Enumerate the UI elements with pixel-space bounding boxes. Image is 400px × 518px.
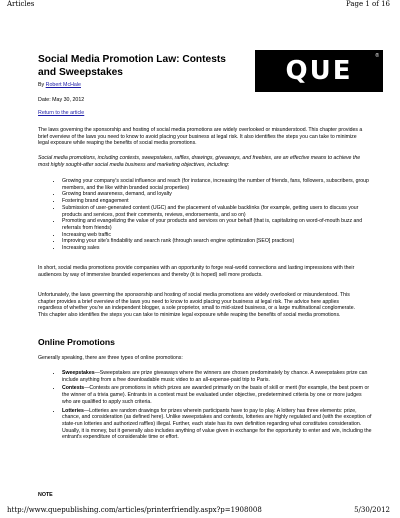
footer-url: http://www.quepublishing.com/articles/printerfriendly.aspx?p=1908008 — [7, 506, 262, 514]
print-header-left: Articles — [7, 0, 35, 8]
byline — [38, 82, 81, 89]
byline-prefix: By — [38, 82, 46, 88]
summary-paragraph: In short, social media promotions provide companies with an opportunity to forge real-world connections and lasting impressions with their audiences by way of immersive branded experiences and thereby (it is hoped) sell more products. — [38, 265, 355, 278]
list-item — [62, 385, 372, 405]
logo-text: QUE — [285, 56, 353, 86]
author-link[interactable]: Robert McHale — [45, 82, 81, 88]
list-item: • Growing your company's social influence and reach (for instance, increasing the number of friends, fans, followers, subscribers, group members, and the like within branded social properties) — [62, 178, 372, 191]
list-item: • Submission of user-generated content (UGC) and the placement of valuable backlinks (for example, getting users to discuss your products and services, post their comments, reviews, endorsements, and so on) — [62, 205, 372, 218]
intro-paragraph: The laws governing the sponsorship and hosting of social media promotions are widely overlooked or misunderstood. This chapter provides a brief overview of the laws you need to know to avoid placing your business at legal risk. It also identifies the steps you can take to minimize legal exposure while reaping the benefits of social media promotions. — [38, 127, 363, 147]
term-sweepstakes: Sweepstakes — [62, 370, 95, 376]
list-item: • Growing brand awareness, demand, and loyalty — [62, 191, 372, 198]
page-number: Page 1 of 16 — [345, 0, 390, 8]
section-heading: Online Promotions — [38, 337, 115, 347]
article-title: Social Media Promotion Law: Contests and Sweepstakes — [38, 54, 226, 78]
definition-lotteries: —Lotteries are random drawings for prizes wherein participants have to pay to play. A lottery has three elements: prize, chance, and consideration (as defined here). Unlike sweepstakes and contests, lotteries are highly regulated and (with the exception of state-run lotteries and authorized raffles) illegal. Further, each state has its own definition regarding what constitutes consideration. Usually, it is money, but it generally also includes anything of value given in exchange for the opportunity to enter and win, including the entrant's expenditure of considerable time or effort. — [62, 407, 372, 441]
article-date: Date: May 30, 2012 — [38, 97, 85, 103]
list-item: • Increasing sales — [62, 245, 372, 252]
return-to-article-link[interactable]: Return to the article — [38, 110, 85, 116]
note-label: NOTE — [38, 492, 53, 498]
return-link-wrap — [38, 110, 84, 117]
definition-sweepstakes: —Sweepstakes are prize giveaways where the winners are chosen predominately by chance. A sweepstakes prize can include anything from a free downloadable music video to an all-expense-paid trip to Paris. — [62, 370, 368, 383]
footer-date: 5/30/2012 — [354, 506, 390, 514]
print-header — [0, 0, 400, 10]
promotion-types-list — [50, 370, 372, 443]
list-item — [62, 370, 372, 383]
italic-lead-paragraph: Social media promotions, including contests, sweepstakes, raffles, drawings, giveaways, and freebies, are an effective means to achieve the most highly sought-after social media business and marketing objectives, including: — [38, 155, 361, 168]
objectives-list — [50, 178, 372, 252]
term-lotteries: Lotteries — [62, 407, 84, 414]
list-item: • Promoting and evangelizing the value of your products and services on your behalf (that is, capitalizing on word-of-mouth buzz and referrals from friends) — [62, 218, 372, 231]
list-item — [62, 408, 372, 442]
que-logo — [255, 50, 383, 92]
definition-contests: —Contests are promotions in which prizes are awarded primarily on the basis of skill or merit (for example, the best poem or the winner of a trivia game). Entrants in a contest must be evaluated under objective, predetermined criteria by one or more judges who are qualified to apply such criteria. — [62, 385, 370, 405]
types-intro-paragraph: Generally speaking, there are three types of online promotions: — [38, 355, 183, 361]
list-item: • Improving your site's findability and search rank (through search engine optimization [SEO] practices) — [62, 238, 372, 245]
registered-mark: ® — [375, 53, 379, 59]
list-item: • Increasing web traffic — [62, 232, 372, 239]
unfortunately-paragraph: Unfortunately, the laws governing the sponsorship and hosting of social media promotions are widely overlooked or misunderstood. This chapter provides a brief overview of the laws you need to know to avoid placing your business at legal risk. The advice here applies regardless of whether you're an independent blogger, a sole proprietor, small to mid-sized business, or a large multinational conglomerate. This chapter also identifies the steps you can take to minimize legal exposure while reaping the benefits of social media promotions. — [38, 292, 356, 319]
term-contests: Contests — [62, 385, 85, 392]
list-item: • Fostering brand engagement — [62, 198, 372, 205]
